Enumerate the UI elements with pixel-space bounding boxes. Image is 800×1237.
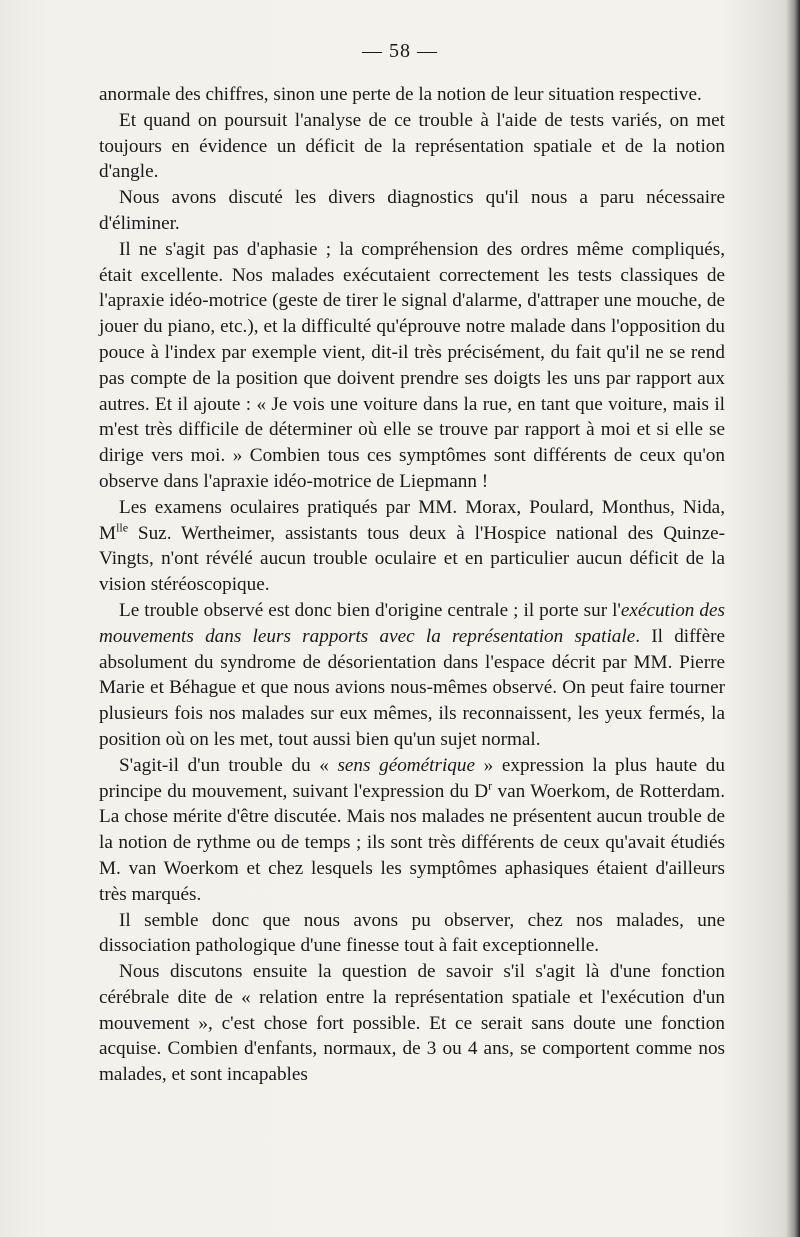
italic-text: exécution des mouvements dans leurs rapports avec la représentation spatiale: [99, 599, 725, 647]
superscript-text: lle: [116, 520, 129, 535]
paragraph: [99, 598, 725, 753]
paragraph: [99, 959, 725, 1088]
text-run: Nous discutons ensuite la question de savoir s'il s'agit là d'une fonction cérébrale dite de « relation entre la représentation spatiale et l'exécution d'un mouvement », c'est chose fort possible. Et ce serait sans doute une fonction acquise. Combien d'enfants, normaux, de 3 ou 4 ans, se comportent comme nos malades, et sont incapables: [99, 961, 725, 1086]
paragraph: [99, 108, 725, 185]
text-run: . Il diffère absolument du syndrome de désorientation dans l'espace décrit par MM. Pierre Marie et Béhague et que nous avions nous-mêmes observé. On peut faire tourner plusieurs fois nos malades sur eux mêmes, ils reconnaissent, les yeux fermés, la position où on les met, tout aussi bien qu'un sujet normal.: [99, 625, 725, 750]
page-number: — 58 —: [362, 40, 438, 62]
text-run: S'agit-il d'un trouble du «: [119, 754, 338, 776]
text-run: Il semble donc que nous avons pu observer, chez nos malades, une dissociation pathologique d'une finesse tout à fait exceptionnelle.: [99, 909, 725, 957]
text-run: » expression la plus haute du principe du mouvement, suivant l'expression du D: [99, 754, 725, 802]
paragraph: [99, 753, 725, 908]
paragraph: [99, 185, 725, 237]
paragraph: [99, 237, 725, 495]
text-run: Les examens oculaires pratiqués par MM. Morax, Poulard, Monthus, Nida, M: [99, 496, 725, 544]
text-run: Le trouble observé est donc bien d'origine centrale ; il porte sur l': [119, 599, 621, 621]
text-run: Il ne s'agit pas d'aphasie ; la compréhension des ordres même compliqués, était excellente. Nos malades exécutaient correctement les tests classiques de l'apraxie idéo-motrice (geste de tirer le signal d'alarme, d'attraper une mouche, de jouer du piano, etc.), et la difficulté qu'éprouve notre malade dans l'opposition du pouce à l'index par exemple vient, dit-il très précisément, du fait qu'il ne se rend pas compte de la position que doivent prendre ses doigts les uns par rapport aux autres. Et il ajoute : « Je vois une voiture dans la rue, en tant que voiture, mais il m'est très difficile de déterminer où elle se trouve par rapport à moi et si elle se dirige vers moi. » Combien tous ces symptômes sont différents de ceux qu'on observe dans l'apraxie idéo-motrice de Liepmann !: [99, 238, 725, 492]
paragraph: [99, 495, 725, 598]
superscript-text: r: [488, 778, 493, 793]
text-run: van Woerkom, de Rotterdam. La chose mérite d'être discutée. Mais nos malades ne présentent aucun trouble de la notion de rythme ou de temps ; ils sont très différents de ceux qu'avait étudiés M. van Woerkom et chez lesquels les symptômes aphasiques étaient d'ailleurs très marqués.: [99, 780, 725, 905]
italic-text: sens géométrique: [337, 754, 476, 776]
text-run: Et quand on poursuit l'analyse de ce trouble à l'aide de tests variés, on met toujours en évidence un déficit de la représentation spatiale et de la notion d'angle.: [99, 109, 725, 183]
paragraph: [99, 82, 725, 108]
text-run: Nous avons discuté les divers diagnostics qu'il nous a paru nécessaire d'éliminer.: [99, 187, 725, 234]
text-run: Suz. Wertheimer, assistants tous deux à l'Hospice national des Quinze-Vingts, n'ont révélé aucun trouble oculaire et en particulier aucun déficit de la vision stéréoscopique.: [99, 522, 725, 596]
paragraph: [99, 908, 725, 960]
text-run: anormale des chiffres, sinon une perte de la notion de leur situation respective.: [99, 84, 702, 105]
book-spine-shadow: [786, 0, 800, 1237]
body-text: [99, 82, 725, 1088]
